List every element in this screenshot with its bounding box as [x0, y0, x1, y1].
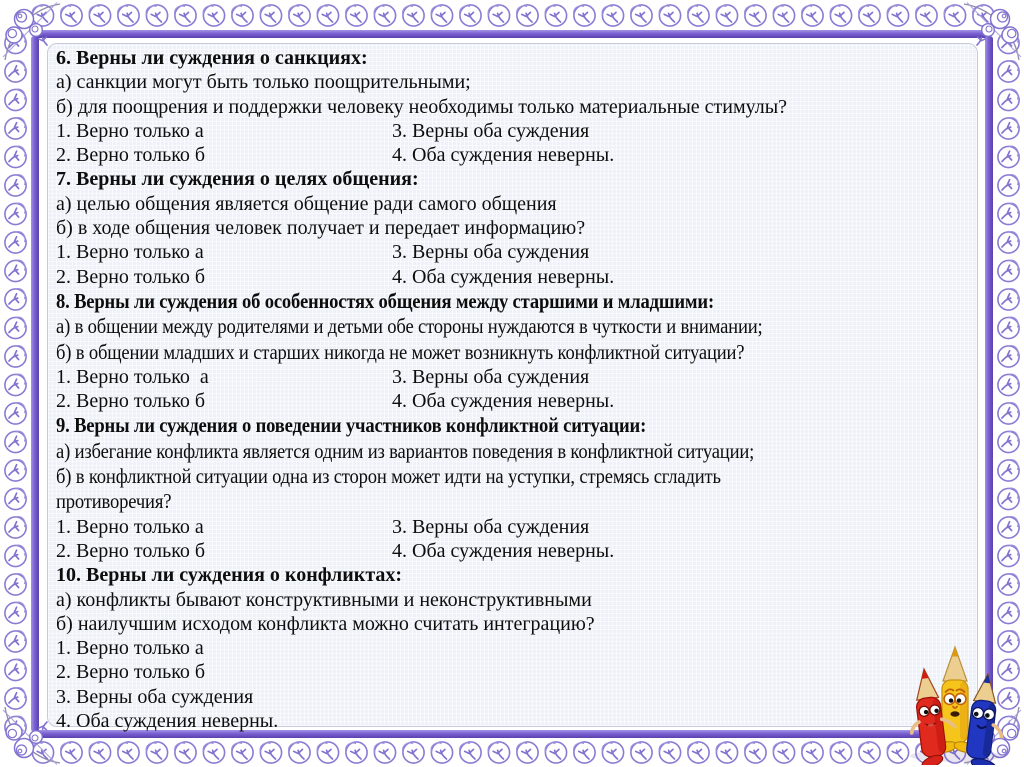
- question-7-statement-a: а) целью общения является общение ради самого общения: [56, 192, 557, 215]
- question-6-options: [56, 119, 967, 168]
- question-7-header: 7. Верны ли суждения о целях общения:: [56, 168, 419, 191]
- question-7-options: [56, 240, 967, 289]
- lace-right: [995, 28, 1022, 739]
- question-10-statement-b: б) наилучшим исходом конфликта можно считать интеграцию?: [56, 612, 595, 635]
- band-top: [36, 30, 988, 38]
- option: 4. Оба суждения неверны.: [392, 144, 615, 167]
- option: 2. Верно только б: [56, 390, 206, 413]
- option: 3. Верны оба суждения: [392, 515, 590, 538]
- option: 3. Верны оба суждения: [392, 365, 590, 388]
- option: 3. Верны оба суждения: [56, 685, 254, 708]
- option: 1. Верно только а: [56, 119, 204, 142]
- option: 1. Верно только а: [56, 637, 204, 660]
- question-9-statement-b-cont: противоречия?: [56, 489, 172, 514]
- option: 1. Верно только а: [56, 365, 209, 388]
- option: 2. Верно только б: [56, 661, 206, 684]
- question-8-header: 8. Верны ли суждения об особенностях общения между старшими и младшими:: [56, 288, 714, 313]
- question-10-header: 10. Верны ли суждения о конфликтах:: [56, 564, 403, 587]
- lace-bottom: [28, 739, 996, 766]
- question-9-statement-a: а) избегание конфликта является одним из вариантов поведения в конфликтной ситуации;: [56, 438, 755, 463]
- question-7-statement-b: б) в ходе общения человек получает и передает информацию?: [56, 217, 586, 240]
- question-10-statement-a: а) конфликты бывают конструктивными и неконструктивными: [56, 588, 592, 611]
- question-9-options: [56, 515, 967, 564]
- option: 4. Оба суждения неверны.: [56, 710, 279, 733]
- question-9-header: 9. Верны ли суждения о поведении участников конфликтной ситуации:: [56, 413, 647, 438]
- option: 4. Оба суждения неверны.: [392, 390, 615, 413]
- option: 2. Верно только б: [56, 144, 206, 167]
- lace-top: [28, 2, 996, 29]
- question-8-options: [56, 365, 967, 414]
- pencil-blue: [964, 673, 1009, 765]
- question-6-statement-a: а) санкции могут быть только поощрительными;: [56, 71, 471, 94]
- band-right: [985, 36, 993, 732]
- option: 4. Оба суждения неверны.: [392, 539, 615, 562]
- band-left: [31, 36, 39, 732]
- option: 2. Верно только б: [56, 539, 206, 562]
- option: 3. Верны оба суждения: [392, 241, 590, 264]
- pencils-illustration: [896, 643, 1016, 765]
- question-6-statement-b: б) для поощрения и поддержки человеку необходимы только материальные стимулы?: [56, 95, 788, 118]
- option: 4. Оба суждения неверны.: [392, 265, 615, 288]
- question-9-statement-b: б) в конфликтной ситуации одна из сторон может идти на уступки, стремясь сгладить: [56, 464, 721, 489]
- question-8-statement-a: а) в общении между родителями и детьми обе стороны нуждаются в чуткости и внимании;: [56, 314, 763, 339]
- option: 1. Верно только а: [56, 241, 204, 264]
- slide-content: [47, 43, 978, 733]
- option: 2. Верно только б: [56, 265, 206, 288]
- lace-left: [2, 28, 29, 739]
- question-8-statement-b: б) в общении младших и старших никогда не может возникнуть конфликтной ситуации?: [56, 339, 745, 364]
- option: 1. Верно только а: [56, 515, 204, 538]
- question-6-header: 6. Верны ли суждения о санкциях:: [56, 47, 368, 69]
- option: 3. Верны оба суждения: [392, 119, 590, 142]
